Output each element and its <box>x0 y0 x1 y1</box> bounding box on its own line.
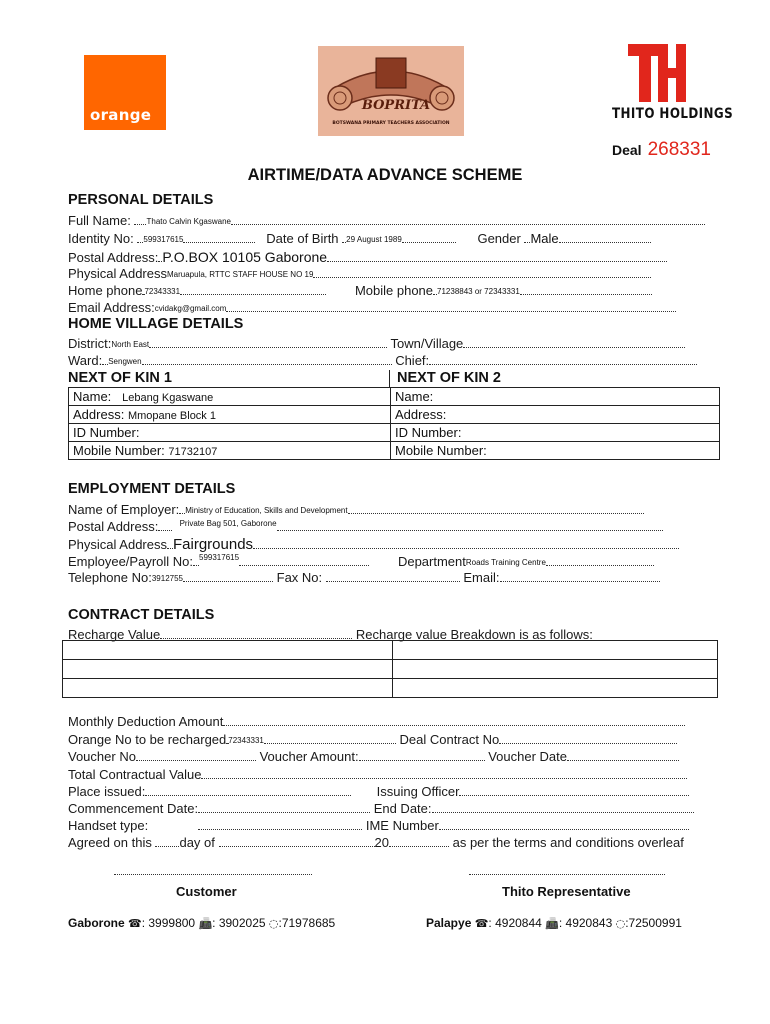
phone-icon: ☎ <box>128 917 142 930</box>
whatsapp-icon: ◌ <box>268 917 279 930</box>
breakdown-cell[interactable] <box>63 679 393 698</box>
kin1-address-value: Mmopane Block 1 <box>127 410 216 422</box>
dob-value: 29 August 1989 <box>346 235 402 244</box>
identity-value: 599317615 <box>143 235 184 244</box>
kin2-mobile-cell: Mobile Number: <box>391 442 720 460</box>
phone-icon: ☎ <box>474 917 489 930</box>
postal-value: P.O.BOX 10105 Gaborone <box>162 249 328 265</box>
deal-number <box>612 139 711 161</box>
fax-icon: 📠 <box>198 917 213 930</box>
next-of-kin-table <box>68 387 720 460</box>
identity-row: Identity No: 599317615 Date of Birth 29 August 1989 Gender Male <box>68 231 651 246</box>
gaborone-contact <box>68 916 335 930</box>
employment-heading: EMPLOYMENT DETAILS <box>68 481 236 497</box>
palapye-label: Palapye <box>426 916 472 930</box>
personal-details-heading: PERSONAL DETAILS <box>68 192 214 208</box>
full-name-row: Full Name: Thato Calvin Kgaswane <box>68 213 705 228</box>
district-row: District:North East Town/Village <box>68 336 685 351</box>
telephone-row: Telephone No:3912755 Fax No: Email: <box>68 570 660 585</box>
gaborone-fax: : 3902025 <box>212 916 266 930</box>
representative-signature-line[interactable] <box>469 872 665 875</box>
gaborone-whatsapp: :71978685 <box>278 916 336 930</box>
botpita-name: BOPRITA <box>361 98 431 113</box>
employer-postal-value: Private Bag 501, Gaborone <box>179 519 277 528</box>
email-value: cvidakg@gmail.com <box>154 304 227 313</box>
kin2-id-cell: ID Number: <box>391 424 720 442</box>
telephone-value: 3912755 <box>151 574 183 583</box>
whatsapp-icon: ◌ <box>615 917 626 930</box>
next-of-kin-1-heading: NEXT OF KIN 1 <box>68 370 172 386</box>
kin1-name-cell: Name: Lebang Kgaswane <box>69 388 391 406</box>
breakdown-cell[interactable] <box>63 641 393 660</box>
next-of-kin-2-heading: NEXT OF KIN 2 <box>397 370 501 386</box>
palapye-tel: : 4920844 <box>488 916 542 930</box>
place-issued-row: Place issued: Issuing Officer <box>68 784 689 799</box>
gaborone-tel: : 3999800 <box>141 916 196 930</box>
document-title: AIRTIME/DATA ADVANCE SCHEME <box>247 166 523 184</box>
palapye-contact <box>426 916 682 930</box>
postal-address-row: Postal Address: P.O.BOX 10105 Gaborone <box>68 249 667 265</box>
palapye-fax: : 4920843 <box>558 916 613 930</box>
full-name-value: Thato Calvin Kgaswane <box>146 217 231 226</box>
thito-holdings-name: THITO HOLDINGS <box>612 106 734 122</box>
breakdown-cell[interactable] <box>393 641 718 660</box>
deal-label: Deal <box>612 142 642 158</box>
employer-physical-value: Fairgrounds <box>173 536 254 553</box>
ward-value: Sengwen <box>108 357 142 366</box>
kin1-address-cell: Address: Mmopane Block 1 <box>69 406 391 424</box>
home-village-heading: HOME VILLAGE DETAILS <box>68 316 244 332</box>
thito-logo-mark <box>628 44 686 102</box>
handset-row: Handset type: IME Number <box>68 818 689 833</box>
payroll-value: 599317615 <box>199 553 240 562</box>
breakdown-cell[interactable] <box>63 660 393 679</box>
palapye-whatsapp: :72500991 <box>625 916 682 930</box>
kin1-id-cell: ID Number: <box>69 424 391 442</box>
agreed-row: Agreed on this day of 20 as per the terms and conditions overleaf <box>68 835 684 850</box>
kin1-name-value: Lebang Kgaswane <box>122 392 214 404</box>
payroll-row: Employee/Payroll No: $^{599317615}$ DepartmentRoads Training Centre <box>68 553 654 569</box>
home-phone-value: 72343331 <box>144 287 181 296</box>
contract-heading: CONTRACT DETAILS <box>68 607 215 623</box>
ward-row: Ward: Sengwen Chief: <box>68 353 697 368</box>
phone-row: Home phone 72343331 Mobile phone 71238843 or 72343331 <box>68 283 652 298</box>
breakdown-cell[interactable] <box>393 679 718 698</box>
gaborone-label: Gaborone <box>68 916 125 930</box>
employer-value: Ministry of Education, Skills and Development <box>185 506 348 515</box>
kin2-name-cell: Name: <box>391 388 720 406</box>
employer-physical-row: Physical Address Fairgrounds <box>68 536 679 553</box>
orange-logo-text: orange <box>90 106 152 124</box>
email-row: Email Address:cvidakg@gmail.com <box>68 300 676 315</box>
total-contract-row: Total Contractual Value <box>68 767 687 782</box>
kin1-mobile-value: 71732107 <box>168 446 218 458</box>
mobile-value: 71238843 or 72343331 <box>437 287 520 296</box>
commencement-row: Commencement Date: End Date: <box>68 801 694 816</box>
department-value: Roads Training Centre <box>465 558 546 567</box>
physical-value: Maruapula, RTTC STAFF HOUSE NO 19 <box>167 270 314 279</box>
employer-postal-row: Postal Address: $^{Private Bag 501, Gaborone}$ <box>68 519 663 534</box>
customer-signature-line[interactable] <box>114 872 312 875</box>
representative-label: Thito Representative <box>502 884 631 899</box>
recharge-breakdown-table <box>62 640 718 698</box>
customer-label: Customer <box>176 884 237 899</box>
orange-no-row: Orange No to be recharged 72343331 Deal Contract No <box>68 732 677 747</box>
fax-icon: 📠 <box>545 917 559 930</box>
kin1-mobile-cell: Mobile Number: 71732107 <box>69 442 391 460</box>
breakdown-cell[interactable] <box>393 660 718 679</box>
orange-logo <box>84 55 166 130</box>
monthly-deduction-row: Monthly Deduction Amount <box>68 714 685 729</box>
voucher-row: Voucher No Voucher Amount: Voucher Date <box>68 749 679 764</box>
deal-value: 268331 <box>647 139 711 160</box>
gender-value: Male <box>530 231 559 246</box>
recharge-row: Recharge Value Recharge value Breakdown is as follows: <box>68 627 593 642</box>
employer-row: Name of Employer: Ministry of Education, Skills and Development <box>68 502 644 517</box>
botpita-subtitle: BOTSWANA PRIMARY TEACHERS ASSOCIATION <box>332 121 450 126</box>
kin2-address-cell: Address: <box>391 406 720 424</box>
district-value: North East <box>111 340 150 349</box>
physical-address-row: Physical AddressMaruapula, RTTC STAFF HOUSE NO 19 <box>68 266 651 281</box>
orange-no-value: 72343331 <box>228 736 264 745</box>
botpita-logo <box>318 46 464 136</box>
